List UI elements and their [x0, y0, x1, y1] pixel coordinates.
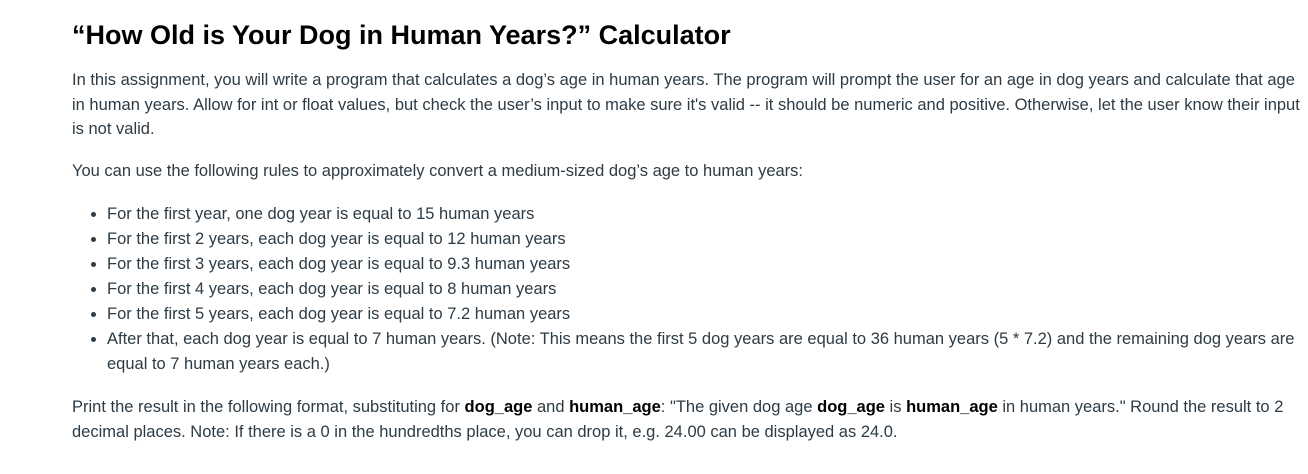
- dog-age-term: dog_age: [464, 398, 533, 416]
- rules-list: [72, 202, 1301, 377]
- list-item: • After that, each dog year is equal to 7 human years. (Note: This means the first 5 dog years are equal to 36 human years (5 * 7.2) and the remaining dog years are equal to 7 human years each.): [107, 327, 1301, 377]
- intro-paragraph: In this assignment, you will write a program that calculates a dog’s age in human years. The program will prompt the user for an age in dog years and calculate that age in human years. Allow for int or float values, but check the user’s input to make sure it's valid -- it should be numeric and positive. Otherwise, let the user know their input is not valid.: [72, 71, 1300, 138]
- list-item: • For the first 5 years, each dog year is equal to 7.2 human years: [107, 302, 1301, 327]
- list-item: • For the first year, one dog year is equal to 15 human years: [107, 202, 1301, 227]
- output-text-and: and: [532, 398, 570, 416]
- output-format-paragraph: [72, 395, 1306, 444]
- human-age-term: human_age: [569, 398, 661, 416]
- output-text-is: is: [884, 398, 907, 416]
- human-age-term: human_age: [906, 398, 998, 416]
- page-title: “How Old is Your Dog in Human Years?” Calculator: [72, 20, 731, 50]
- output-text-part1: Print the result in the following format, substituting for: [72, 398, 465, 416]
- list-item: • For the first 2 years, each dog year is equal to 12 human years: [107, 227, 1301, 252]
- output-text-part2: : "The given dog age: [660, 398, 818, 416]
- list-item: • For the first 4 years, each dog year is equal to 8 human years: [107, 277, 1301, 302]
- output-text-part3: in human years." Round the result to 2 decimal places. Note: If there is a 0 in the hundredths place, you can drop it, e.g. 24.00 can be displayed as 24.0.: [72, 398, 1284, 441]
- list-item: • For the first 3 years, each dog year is equal to 9.3 human years: [107, 252, 1301, 277]
- dog-age-term: dog_age: [817, 398, 885, 416]
- rules-intro-paragraph: You can use the following rules to approximately convert a medium-sized dog’s age to human years:: [72, 162, 803, 180]
